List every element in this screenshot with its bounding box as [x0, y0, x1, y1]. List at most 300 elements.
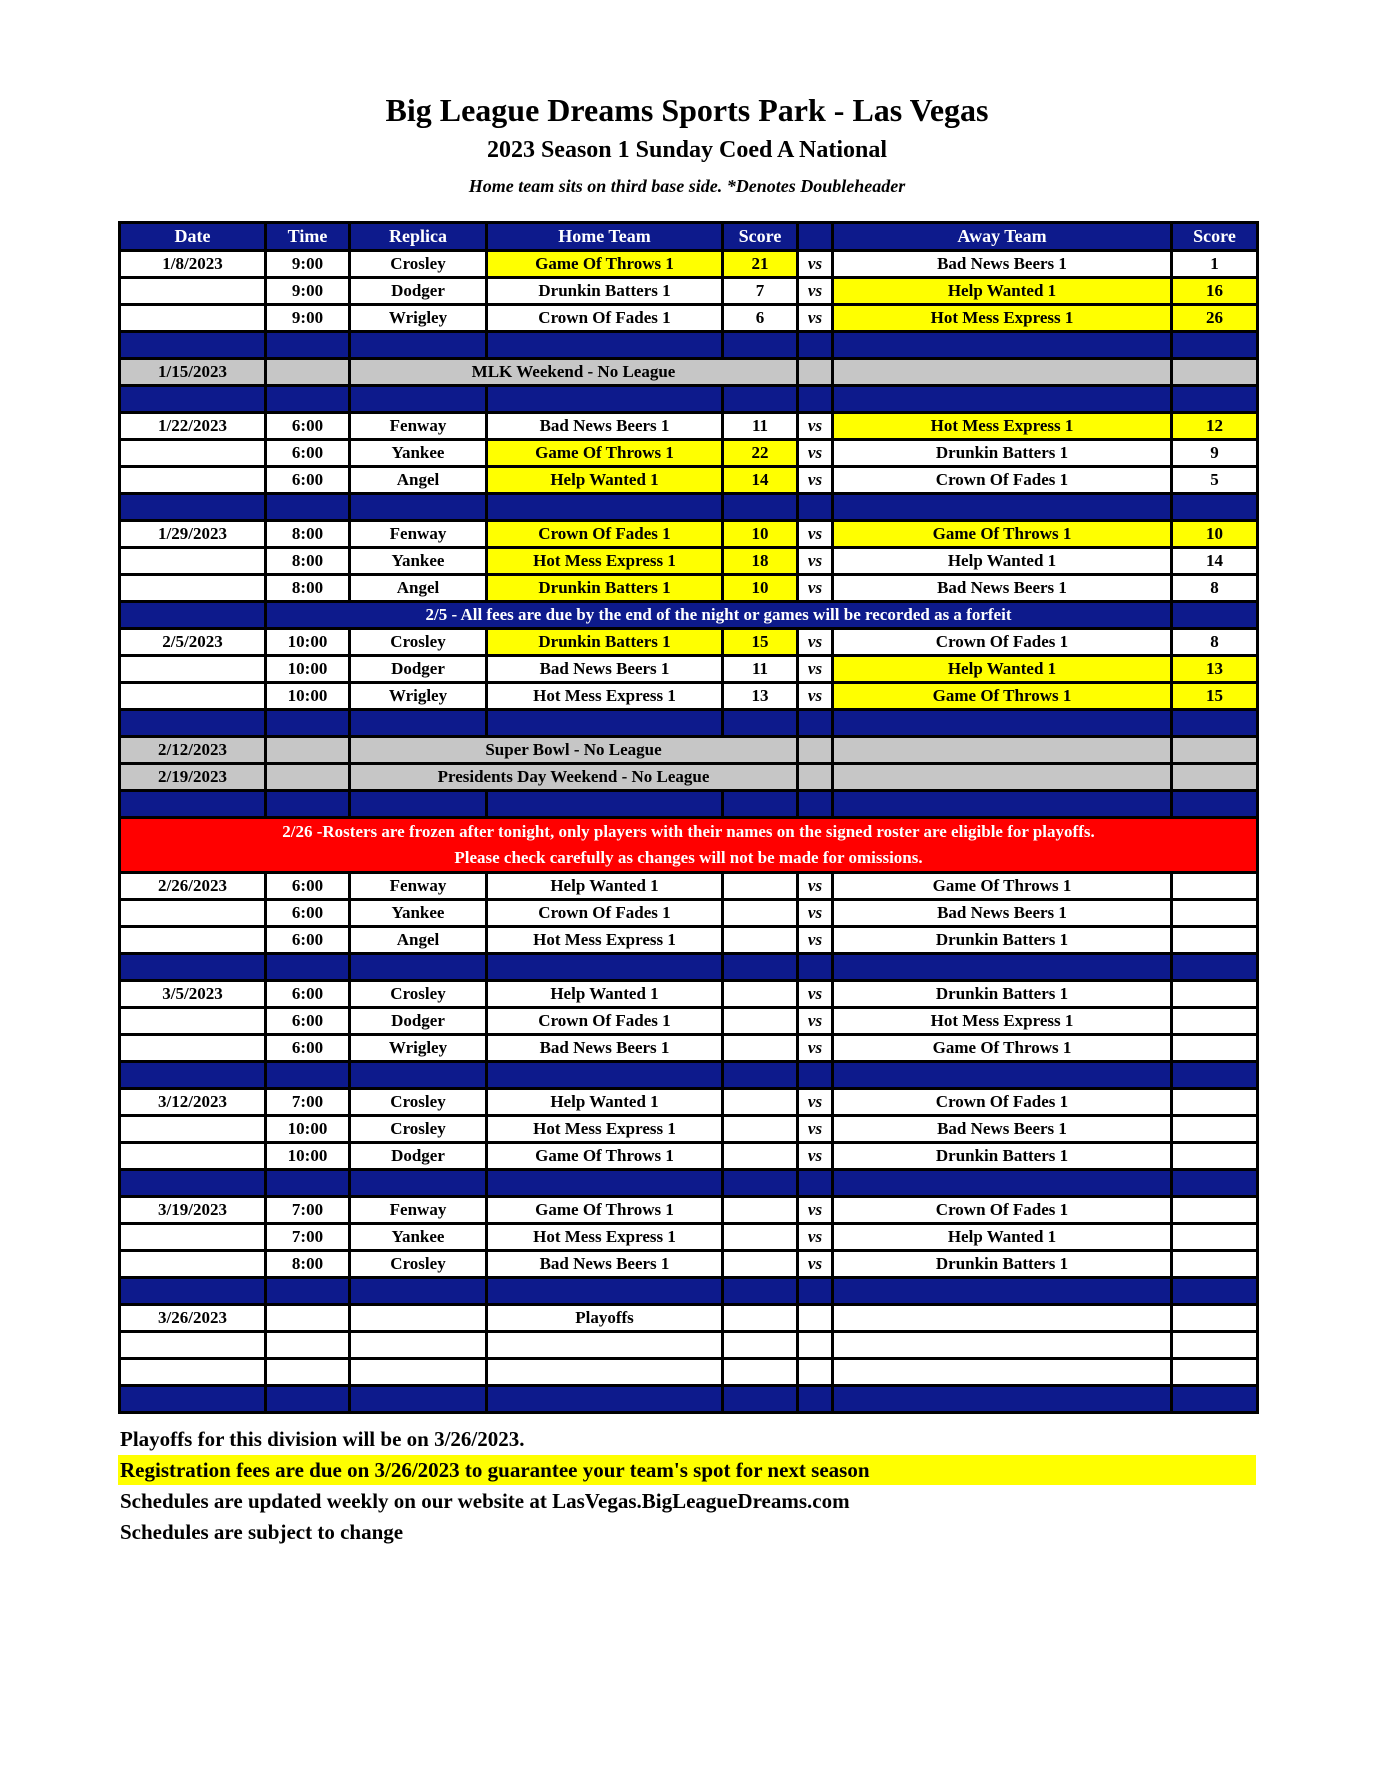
away-score-cell: 14 — [1172, 548, 1258, 575]
table-row-notice_blue — [120, 602, 1258, 629]
spacer-cell — [487, 1170, 723, 1197]
roster-notice-line-2: Please check carefully as changes will not be made for omissions. — [454, 848, 923, 867]
table-row-game — [120, 1116, 1258, 1143]
vs-cell: vs — [798, 981, 833, 1008]
vs-cell: vs — [798, 413, 833, 440]
footer-notes — [118, 1424, 1256, 1547]
home-team-cell: Help Wanted 1 — [487, 981, 723, 1008]
time-cell — [266, 737, 350, 764]
home-score-cell — [723, 981, 798, 1008]
time-cell: 9:00 — [266, 305, 350, 332]
spacer-cell — [833, 386, 1172, 413]
table-row-game — [120, 440, 1258, 467]
away-score-cell — [1172, 1305, 1258, 1332]
home-score-cell: 22 — [723, 440, 798, 467]
away-team-cell: Crown Of Fades 1 — [833, 629, 1172, 656]
date-cell — [120, 1224, 266, 1251]
spacer-cell — [723, 494, 798, 521]
time-cell: 10:00 — [266, 1143, 350, 1170]
home-team-cell: Hot Mess Express 1 — [487, 683, 723, 710]
spacer-cell — [798, 791, 833, 818]
spacer-cell — [487, 1062, 723, 1089]
home-team-cell: Drunkin Batters 1 — [487, 629, 723, 656]
away-score-cell: 13 — [1172, 656, 1258, 683]
away-score-cell — [1172, 764, 1258, 791]
home-team-cell: Crown Of Fades 1 — [487, 305, 723, 332]
replica-cell: Dodger — [350, 1008, 487, 1035]
spacer-cell — [487, 386, 723, 413]
empty-cell — [120, 1359, 266, 1386]
home-score-cell — [723, 1116, 798, 1143]
empty-cell — [120, 1332, 266, 1359]
spacer-cell — [266, 710, 350, 737]
spacer-cell — [120, 1062, 266, 1089]
spacer-cell — [1172, 1170, 1258, 1197]
time-cell: 9:00 — [266, 251, 350, 278]
spacer-cell — [833, 1062, 1172, 1089]
vs-cell: vs — [798, 1116, 833, 1143]
away-score-cell: 12 — [1172, 413, 1258, 440]
table-row-spacer — [120, 386, 1258, 413]
away-team-cell: Drunkin Batters 1 — [833, 981, 1172, 1008]
vs-cell: vs — [798, 629, 833, 656]
home-score-cell — [723, 1305, 798, 1332]
spacer-cell — [266, 1386, 350, 1413]
time-cell: 6:00 — [266, 873, 350, 900]
spacer-cell — [798, 332, 833, 359]
date-cell — [120, 602, 266, 629]
away-score-cell — [1172, 927, 1258, 954]
spacer-cell — [487, 791, 723, 818]
column-header-date: Date — [120, 223, 266, 251]
away-team-cell: Game Of Throws 1 — [833, 521, 1172, 548]
table-row-game — [120, 873, 1258, 900]
roster-notice-line-1: 2/26 -Rosters are frozen after tonight, only players with their names on the signed roster are eligible for playoffs. — [282, 822, 1095, 841]
home-score-cell — [723, 927, 798, 954]
spacer-cell — [266, 332, 350, 359]
table-body — [120, 251, 1258, 1413]
away-team-cell: Bad News Beers 1 — [833, 575, 1172, 602]
home-team-cell: Hot Mess Express 1 — [487, 1116, 723, 1143]
away-score-cell — [1172, 1197, 1258, 1224]
spacer-cell — [120, 791, 266, 818]
vs-cell: vs — [798, 305, 833, 332]
date-cell — [120, 1035, 266, 1062]
replica-cell: Angel — [350, 575, 487, 602]
date-cell: 1/15/2023 — [120, 359, 266, 386]
table-row-spacer — [120, 1278, 1258, 1305]
empty-cell — [723, 1359, 798, 1386]
time-cell: 7:00 — [266, 1224, 350, 1251]
empty-cell — [833, 1332, 1172, 1359]
vs-cell: vs — [798, 467, 833, 494]
table-row-game — [120, 251, 1258, 278]
spacer-cell — [266, 1170, 350, 1197]
spacer-cell — [1172, 494, 1258, 521]
away-team-cell: Drunkin Batters 1 — [833, 1251, 1172, 1278]
date-cell: 3/12/2023 — [120, 1089, 266, 1116]
home-score-cell — [723, 1089, 798, 1116]
spacer-cell — [266, 1062, 350, 1089]
away-team-cell: Game Of Throws 1 — [833, 683, 1172, 710]
away-team-cell — [833, 737, 1172, 764]
replica-cell: Crosley — [350, 981, 487, 1008]
footer-line-2: Registration fees are due on 3/26/2023 to guarantee your team's spot for next season — [118, 1455, 1256, 1485]
home-score-cell: 21 — [723, 251, 798, 278]
home-score-cell — [723, 1143, 798, 1170]
home-score-cell: 10 — [723, 521, 798, 548]
empty-cell — [266, 1359, 350, 1386]
away-score-cell: 16 — [1172, 278, 1258, 305]
table-row-game — [120, 1224, 1258, 1251]
spacer-cell — [487, 1386, 723, 1413]
spacer-cell — [1172, 386, 1258, 413]
spacer-cell — [1172, 1278, 1258, 1305]
away-score-cell — [1172, 873, 1258, 900]
home-score-cell — [723, 900, 798, 927]
spacer-cell — [723, 332, 798, 359]
away-score-cell: 8 — [1172, 575, 1258, 602]
spacer-cell — [833, 1278, 1172, 1305]
time-cell — [266, 359, 350, 386]
table-row-spacer — [120, 791, 1258, 818]
vs-cell: vs — [798, 683, 833, 710]
table-row-empty — [120, 1359, 1258, 1386]
vs-cell: vs — [798, 278, 833, 305]
home-team-cell: Bad News Beers 1 — [487, 656, 723, 683]
time-cell — [266, 1305, 350, 1332]
spacer-cell — [120, 386, 266, 413]
spacer-cell — [723, 1062, 798, 1089]
away-team-cell — [833, 764, 1172, 791]
replica-cell: Yankee — [350, 1224, 487, 1251]
table-row-playoffs — [120, 1305, 1258, 1332]
home-team-cell: Game Of Throws 1 — [487, 1143, 723, 1170]
replica-cell: Crosley — [350, 251, 487, 278]
time-cell: 8:00 — [266, 1251, 350, 1278]
vs-cell: vs — [798, 251, 833, 278]
date-cell: 2/5/2023 — [120, 629, 266, 656]
away-score-cell — [1172, 1035, 1258, 1062]
date-cell — [120, 575, 266, 602]
time-cell — [266, 764, 350, 791]
home-score-cell: 10 — [723, 575, 798, 602]
spacer-cell — [723, 386, 798, 413]
vs-cell: vs — [798, 1008, 833, 1035]
home-team-cell: Crown Of Fades 1 — [487, 1008, 723, 1035]
away-score-cell — [1172, 900, 1258, 927]
header-row — [120, 223, 1258, 251]
schedule-document — [118, 0, 1256, 1547]
date-cell — [120, 1008, 266, 1035]
no-league-label: Presidents Day Weekend - No League — [350, 764, 798, 791]
spacer-cell — [723, 1170, 798, 1197]
column-header-vs — [798, 223, 833, 251]
date-cell — [120, 656, 266, 683]
date-cell — [120, 900, 266, 927]
date-cell — [120, 1143, 266, 1170]
table-row-game — [120, 278, 1258, 305]
home-score-cell — [723, 1008, 798, 1035]
time-cell: 9:00 — [266, 278, 350, 305]
spacer-cell — [833, 332, 1172, 359]
date-cell — [120, 278, 266, 305]
table-row-notice_red — [120, 818, 1258, 873]
column-header-replica: Replica — [350, 223, 487, 251]
away-team-cell: Drunkin Batters 1 — [833, 927, 1172, 954]
no-league-label: Super Bowl - No League — [350, 737, 798, 764]
away-score-cell: 9 — [1172, 440, 1258, 467]
replica-cell: Wrigley — [350, 683, 487, 710]
spacer-cell — [798, 1062, 833, 1089]
away-team-cell — [833, 1305, 1172, 1332]
spacer-cell — [120, 494, 266, 521]
spacer-cell — [1172, 791, 1258, 818]
home-score-cell — [723, 1224, 798, 1251]
spacer-cell — [120, 1278, 266, 1305]
spacer-cell — [266, 1278, 350, 1305]
away-score-cell: 5 — [1172, 467, 1258, 494]
footer-line-3: Schedules are updated weekly on our website at LasVegas.BigLeagueDreams.com — [120, 1489, 850, 1513]
away-team-cell: Help Wanted 1 — [833, 656, 1172, 683]
spacer-cell — [723, 710, 798, 737]
spacer-cell — [798, 1170, 833, 1197]
away-team-cell: Help Wanted 1 — [833, 548, 1172, 575]
time-cell: 8:00 — [266, 575, 350, 602]
date-cell: 2/19/2023 — [120, 764, 266, 791]
date-cell — [120, 548, 266, 575]
empty-cell — [798, 1359, 833, 1386]
away-team-cell — [833, 359, 1172, 386]
vs-cell: vs — [798, 575, 833, 602]
spacer-cell — [487, 710, 723, 737]
date-cell — [120, 1116, 266, 1143]
home-score-cell: 11 — [723, 656, 798, 683]
away-score-cell — [1172, 1116, 1258, 1143]
table-row-game — [120, 1251, 1258, 1278]
table-row-game — [120, 981, 1258, 1008]
vs-cell — [798, 764, 833, 791]
empty-cell — [350, 1332, 487, 1359]
time-cell: 10:00 — [266, 629, 350, 656]
spacer-cell — [1172, 954, 1258, 981]
home-team-cell: Drunkin Batters 1 — [487, 278, 723, 305]
home-score-cell: 14 — [723, 467, 798, 494]
empty-cell — [1172, 1332, 1258, 1359]
spacer-cell — [350, 1386, 487, 1413]
replica-cell: Yankee — [350, 900, 487, 927]
empty-cell — [798, 1332, 833, 1359]
away-score-cell — [1172, 737, 1258, 764]
spacer-cell — [723, 791, 798, 818]
vs-cell: vs — [798, 521, 833, 548]
spacer-cell — [266, 494, 350, 521]
date-cell — [120, 927, 266, 954]
footer-line-1: Playoffs for this division will be on 3/26/2023. — [120, 1427, 525, 1451]
empty-cell — [350, 1359, 487, 1386]
home-team-cell: Crown Of Fades 1 — [487, 900, 723, 927]
vs-cell — [798, 359, 833, 386]
vs-cell: vs — [798, 900, 833, 927]
spacer-cell — [120, 1386, 266, 1413]
home-team-cell: Hot Mess Express 1 — [487, 927, 723, 954]
home-score-cell: 7 — [723, 278, 798, 305]
home-score-cell: 15 — [723, 629, 798, 656]
table-row-game — [120, 900, 1258, 927]
replica-cell: Crosley — [350, 1251, 487, 1278]
replica-cell: Dodger — [350, 656, 487, 683]
spacer-cell — [266, 954, 350, 981]
column-header-score: Score — [1172, 223, 1258, 251]
schedule-table — [118, 221, 1259, 1414]
vs-cell: vs — [798, 548, 833, 575]
home-score-cell: 13 — [723, 683, 798, 710]
replica-cell: Fenway — [350, 521, 487, 548]
vs-cell: vs — [798, 656, 833, 683]
away-team-cell: Hot Mess Express 1 — [833, 1008, 1172, 1035]
date-cell: 2/12/2023 — [120, 737, 266, 764]
away-team-cell: Help Wanted 1 — [833, 1224, 1172, 1251]
away-team-cell: Bad News Beers 1 — [833, 1116, 1172, 1143]
home-team-cell: Crown Of Fades 1 — [487, 521, 723, 548]
spacer-cell — [266, 386, 350, 413]
table-row-game — [120, 521, 1258, 548]
table-row-game — [120, 467, 1258, 494]
away-score-cell — [1172, 1251, 1258, 1278]
spacer-cell — [1172, 1062, 1258, 1089]
spacer-cell — [350, 494, 487, 521]
table-row-noleague — [120, 359, 1258, 386]
spacer-cell — [833, 954, 1172, 981]
home-team-cell: Bad News Beers 1 — [487, 1251, 723, 1278]
home-team-cell: Help Wanted 1 — [487, 873, 723, 900]
date-cell: 1/22/2023 — [120, 413, 266, 440]
spacer-cell — [798, 954, 833, 981]
time-cell: 6:00 — [266, 927, 350, 954]
home-team-note: Home team sits on third base side. *Denotes Doubleheader — [468, 176, 906, 196]
replica-cell: Crosley — [350, 1116, 487, 1143]
spacer-cell — [487, 1278, 723, 1305]
away-team-cell: Crown Of Fades 1 — [833, 1197, 1172, 1224]
vs-cell: vs — [798, 873, 833, 900]
vs-cell: vs — [798, 1224, 833, 1251]
date-cell: 1/29/2023 — [120, 521, 266, 548]
date-cell — [120, 683, 266, 710]
replica-cell: Fenway — [350, 1197, 487, 1224]
home-team-cell: Hot Mess Express 1 — [487, 1224, 723, 1251]
spacer-cell — [833, 1386, 1172, 1413]
vs-cell — [798, 1305, 833, 1332]
time-cell: 6:00 — [266, 440, 350, 467]
spacer-cell — [350, 386, 487, 413]
spacer-cell — [487, 494, 723, 521]
table-row-spacer — [120, 1170, 1258, 1197]
replica-cell: Fenway — [350, 873, 487, 900]
spacer-cell — [350, 710, 487, 737]
date-cell: 1/8/2023 — [120, 251, 266, 278]
home-team-cell: Bad News Beers 1 — [487, 1035, 723, 1062]
vs-cell: vs — [798, 440, 833, 467]
replica-cell: Wrigley — [350, 305, 487, 332]
spacer-cell — [833, 494, 1172, 521]
spacer-cell — [723, 1278, 798, 1305]
time-cell: 7:00 — [266, 1089, 350, 1116]
home-team-cell: Bad News Beers 1 — [487, 413, 723, 440]
away-score-cell — [1172, 1008, 1258, 1035]
empty-cell — [723, 1332, 798, 1359]
replica-cell: Yankee — [350, 548, 487, 575]
away-team-cell: Game Of Throws 1 — [833, 873, 1172, 900]
replica-cell: Fenway — [350, 413, 487, 440]
home-score-cell: 18 — [723, 548, 798, 575]
table-row-noleague — [120, 764, 1258, 791]
away-score-cell — [1172, 1224, 1258, 1251]
spacer-cell — [350, 332, 487, 359]
table-row-game — [120, 413, 1258, 440]
table-row-game — [120, 1008, 1258, 1035]
replica-cell: Crosley — [350, 629, 487, 656]
home-team-cell: Help Wanted 1 — [487, 1089, 723, 1116]
date-cell: 2/26/2023 — [120, 873, 266, 900]
vs-cell: vs — [798, 1035, 833, 1062]
spacer-cell — [833, 710, 1172, 737]
table-row-empty — [120, 1332, 1258, 1359]
away-team-cell: Bad News Beers 1 — [833, 900, 1172, 927]
away-team-cell: Drunkin Batters 1 — [833, 440, 1172, 467]
home-score-cell — [723, 873, 798, 900]
table-row-spacer — [120, 1386, 1258, 1413]
page-title: Big League Dreams Sports Park - Las Vegas — [385, 92, 989, 128]
away-team-cell: Crown Of Fades 1 — [833, 1089, 1172, 1116]
replica-cell — [350, 1305, 487, 1332]
date-cell: 3/19/2023 — [120, 1197, 266, 1224]
table-row-spacer — [120, 710, 1258, 737]
date-cell — [120, 305, 266, 332]
column-header-time: Time — [266, 223, 350, 251]
table-row-game — [120, 1089, 1258, 1116]
home-team-cell: Hot Mess Express 1 — [487, 548, 723, 575]
spacer-cell — [487, 332, 723, 359]
time-cell: 7:00 — [266, 1197, 350, 1224]
table-row-game — [120, 305, 1258, 332]
table-row-spacer — [120, 494, 1258, 521]
fees-notice-text: 2/5 - All fees are due by the end of the night or games will be recorded as a forfeit — [266, 602, 1172, 629]
time-cell: 8:00 — [266, 548, 350, 575]
spacer-cell — [798, 386, 833, 413]
date-cell: 3/26/2023 — [120, 1305, 266, 1332]
time-cell: 6:00 — [266, 1035, 350, 1062]
away-team-cell: Game Of Throws 1 — [833, 1035, 1172, 1062]
away-team-cell: Hot Mess Express 1 — [833, 305, 1172, 332]
replica-cell: Crosley — [350, 1089, 487, 1116]
spacer-cell — [120, 1170, 266, 1197]
time-cell: 10:00 — [266, 656, 350, 683]
column-header-away-team: Away Team — [833, 223, 1172, 251]
spacer-cell — [723, 954, 798, 981]
away-team-cell: Hot Mess Express 1 — [833, 413, 1172, 440]
spacer-cell — [798, 1278, 833, 1305]
vs-cell: vs — [798, 1143, 833, 1170]
spacer-cell — [723, 1386, 798, 1413]
spacer-cell — [266, 791, 350, 818]
spacer-cell — [1172, 710, 1258, 737]
time-cell: 6:00 — [266, 900, 350, 927]
away-score-cell: 26 — [1172, 305, 1258, 332]
home-team-cell: Game Of Throws 1 — [487, 440, 723, 467]
spacer-cell — [120, 332, 266, 359]
away-score-cell — [1172, 981, 1258, 1008]
table-row-noleague — [120, 737, 1258, 764]
